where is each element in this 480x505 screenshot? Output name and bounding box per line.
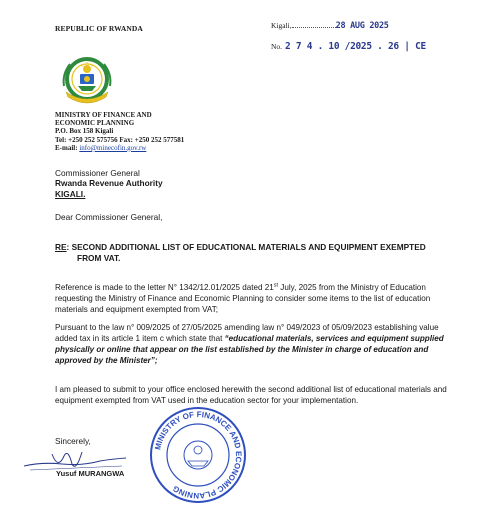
- subject-line: [55, 242, 450, 264]
- paragraph-1-text-a: Reference is made to the letter N° 1342/12.01/2025 dated 21: [55, 283, 274, 292]
- body-paragraph-1: [55, 282, 447, 315]
- reference-line: [271, 41, 471, 52]
- recipient-block: [55, 168, 163, 199]
- salutation: Dear Commissioner General,: [55, 212, 163, 222]
- reference-label: No.: [271, 42, 283, 51]
- closing-sincerely: Sincerely,: [55, 436, 91, 446]
- republic-heading: REPUBLIC OF RWANDA: [55, 24, 143, 33]
- date-ref-block: [271, 21, 471, 52]
- ministry-name-line1: MINISTRY OF FINANCE AND: [55, 111, 152, 119]
- subject-label: RE: [55, 242, 67, 252]
- ministry-po-box: P.O. Box 158 Kigali: [55, 127, 114, 136]
- date-line: [271, 21, 471, 31]
- signer-name: Yusuf MURANGWA: [56, 469, 125, 478]
- subject-text-line1: : SECOND ADDITIONAL LIST OF EDUCATIONAL MATERIALS AND EQUIPMENT EXEMPTED: [66, 242, 426, 252]
- body-paragraph-3: I am pleased to submit to your office enclosed herewith the second additional list of educational materials and equipment exempted from VAT used in the education sector for your implementation.: [55, 385, 447, 405]
- date-dots: [292, 21, 336, 28]
- recipient-title: Commissioner General: [55, 168, 140, 178]
- ministry-block: [55, 111, 184, 152]
- ministry-email-line: [55, 144, 184, 152]
- body-paragraph-2: [55, 322, 447, 366]
- paragraph-1-text-b: July, 2025 from the Ministry of Education requesting the Ministry of Finance and Economic Planning to consider some items to the list of education materials and equipment exempted from VAT;: [55, 283, 431, 314]
- ministry-name-line2: ECONOMIC PLANNING: [55, 119, 135, 128]
- handwritten-reference: 2 7 4 . 10 /2025 . 26 | CE: [285, 41, 426, 52]
- paragraph-2-text: Pursuant to the law n° 009/2025 of 27/05/2025 amending law n° 049/2023 of 05/09/2023 establishing value added tax in its article 1 item c which state that: [55, 323, 439, 343]
- subject-text-line2: FROM VAT.: [77, 253, 121, 263]
- paragraph-1-superscript: st: [273, 282, 279, 289]
- email-link[interactable]: info@minecofin.gov.rw: [79, 143, 147, 152]
- recipient-org: Rwanda Revenue Authority: [55, 178, 163, 189]
- ministry-tel-fax: Tel: +250 252 575756 Fax: +250 252 577581: [55, 135, 185, 144]
- official-stamp-icon: [148, 405, 248, 505]
- recipient-city: KIGALI.: [55, 188, 86, 199]
- stamp-text: MINISTRY OF FINANCE AND ECONOMIC PLANNING: [153, 409, 244, 501]
- handwritten-date: 28 AUG 2025: [335, 21, 389, 31]
- place-label: Kigali,: [271, 21, 292, 30]
- paragraph-2-quote: “educational materials, services and equipment supplied physically or online that appear on the list established by the Minister in charge of education and approved by the Minister”;: [55, 334, 444, 365]
- email-label: E-mail:: [55, 143, 78, 152]
- rwanda-emblem-icon: [56, 52, 118, 108]
